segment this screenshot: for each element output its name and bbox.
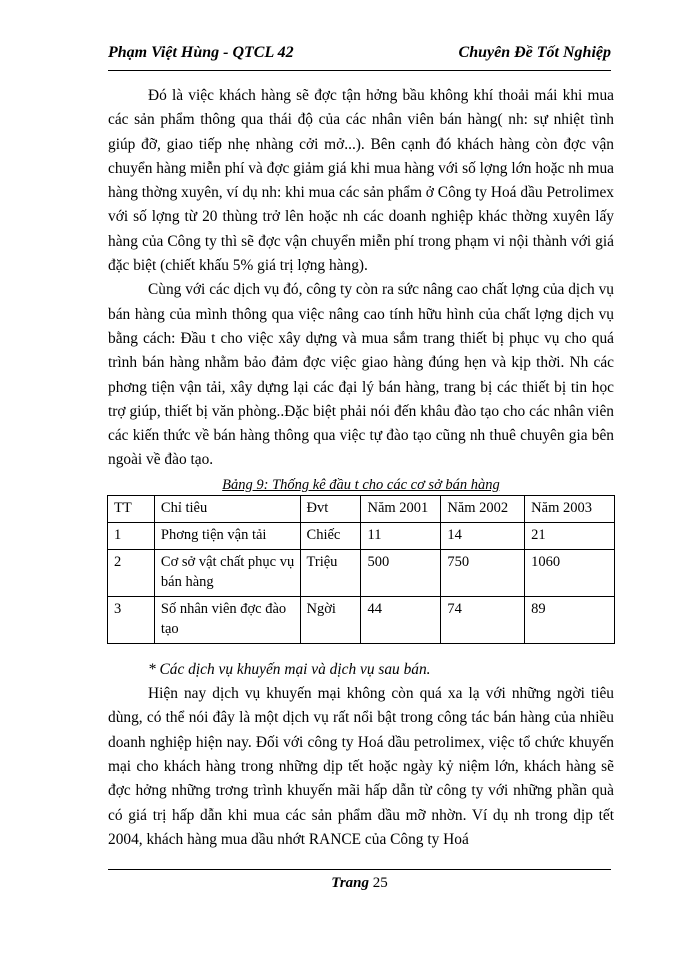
section-subheading: * Các dịch vụ khuyến mại và dịch vụ sau bán. [148,660,431,678]
page-footer [108,875,611,892]
table-cell: Số nhân viên đợc đào tạo [154,596,300,643]
header-cell: Năm 2001 [361,495,441,522]
header-cell: Chỉ tiêu [154,495,300,522]
table-cell: Ngời [300,596,361,643]
table-cell: 74 [441,596,525,643]
table-cell: Chiếc [300,522,361,549]
table-cell: 21 [525,522,615,549]
page-header [108,44,611,68]
header-cell: TT [108,495,155,522]
page-label: Trang [331,875,370,891]
header-rule [108,70,611,71]
table-cell: 44 [361,596,441,643]
table-cell: Phơng tiện vận tải [154,522,300,549]
header-title: Chuyên Đề Tốt Nghiệp [458,44,611,61]
table-cell: 2 [108,549,155,596]
header-cell: Năm 2003 [525,495,615,522]
table-cell: Cơ sở vật chất phục vụ bán hàng [154,549,300,596]
table-cell: 3 [108,596,155,643]
investment-table [107,495,615,644]
table-cell: 500 [361,549,441,596]
table-cell: 11 [361,522,441,549]
table-cell: 89 [525,596,615,643]
header-author: Phạm Việt Hùng - QTCL 42 [108,44,294,61]
table-cell: Triệu [300,549,361,596]
footer-rule [108,869,611,870]
table-cell: 1 [108,522,155,549]
table-header-row [108,495,615,522]
table-row [108,596,615,643]
document-body [108,84,614,852]
header-cell: Đvt [300,495,361,522]
table-row [108,522,615,549]
table-row [108,549,615,596]
paragraph-3: Hiện nay dịch vụ khuyến mại không còn quá xa lạ với những ngời tiêu dùng, có thể nói đây là một dịch vụ rất nổi bật trong công tác bán hàng của nhiều doanh nghiệp hiện nay. Đối với công ty Hoá dầu petrolimex, việc tổ chức khuyến mại cho khách hàng trong những dịp tết hoặc ngày kỷ niệm lớn, khách hàng sẽ đợc hởng những trơng trình khuyến mãi hấp dẫn từ công ty với những phần quà có giá trị hấp dẫn khi mua các sản phẩm dầu mỡ nhờn. Ví dụ nh trong dịp tết 2004, khách hàng mua dầu nhớt RANCE của Công ty Hoá [108,685,614,848]
page-number: 25 [372,875,388,891]
table-cell: 750 [441,549,525,596]
table-caption: Bảng 9: Thống kê đầu t cho các cơ sở bán hàng [222,476,500,493]
paragraph-2: Cùng với các dịch vụ đó, công ty còn ra sức nâng cao chất lợng của dịch vụ bán hàng của mình thông qua việc nâng cao tính hữu hình của chất lợng dịch vụ bằng cách: Đầu t cho việc xây dựng và mua sắm trang thiết bị phục vụ cho quá trình bán hàng nhằm bảo đảm đợc việc giao hàng đúng hẹn và kịp thời. Nh các phơng tiện vận tải, xây dựng lại các đại lý bán hàng, trang bị các thiết bị tin học trợ giúp, thiết bị văn phòng..Đặc biệt phải nói đến khâu đào tạo cho các nhân viên các kiến thức về bán hàng thông qua việc tự đào tạo cũng nh thuê chuyên gia bên ngoài về đào tạo. [108,281,614,469]
table-cell: 14 [441,522,525,549]
paragraph-1: Đó là việc khách hàng sẽ đợc tận hởng bầu không khí thoải mái khi mua các sản phẩm thông qua thái độ của các nhân viên bán hàng( nh: sự nhiệt tình giúp đỡ, giao tiếp nhẹ nhàng cởi mở...). Bên cạnh đó khách hàng còn đợc vận chuyển hàng miễn phí và đợc giảm giá khi mua hàng với số lợng lớn hoặc nh mua hàng thờng xuyên, ví dụ nh: khi mua các sản phẩm ở Công ty Hoá dầu Petrolimex với số lợng từ 20 thùng trở lên hoặc nh các doanh nghiệp khác thờng xuyên lấy hàng của Công ty thì sẽ đợc vận chuyển miễn phí trong phạm vi nội thành với giá đặc biệt (chiết khấu 5% giá trị lợng hàng). [108,87,614,275]
table-cell: 1060 [525,549,615,596]
header-cell: Năm 2002 [441,495,525,522]
